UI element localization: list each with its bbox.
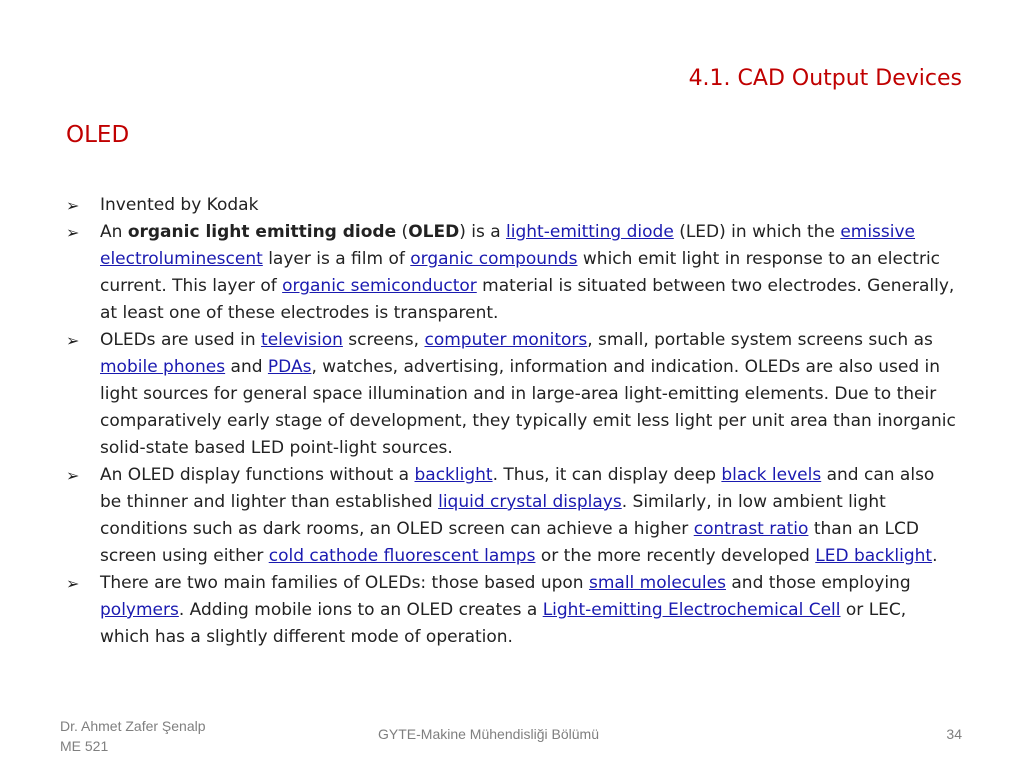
- footer-course: ME 521: [60, 738, 109, 754]
- chapter-title: 4.1. CAD Output Devices: [688, 66, 962, 91]
- wiki-link[interactable]: small molecules: [588, 573, 726, 593]
- bullet-item: [66, 219, 956, 327]
- arrow-bullet-icon: ➢: [66, 574, 80, 593]
- footer-department: GYTE-Makine Mühendisliği Bölümü: [378, 726, 599, 742]
- bold-term: organic light emitting diode: [127, 222, 397, 242]
- bullet-item: [66, 570, 956, 651]
- bullet-text: Invented by Kodak: [100, 195, 259, 215]
- bullet-text: (: [396, 222, 409, 242]
- bullet-text: ) is a: [459, 222, 507, 242]
- wiki-link[interactable]: polymers: [100, 600, 179, 620]
- footer-author-block: [60, 716, 206, 756]
- wiki-link[interactable]: emissive electroluminescent: [100, 222, 916, 269]
- wiki-link[interactable]: LED backlight: [815, 546, 933, 566]
- arrow-bullet-icon: ➢: [66, 331, 80, 350]
- arrow-bullet-icon: ➢: [66, 466, 80, 485]
- bullet-text: and can also be thinner and lighter than established: [100, 465, 935, 512]
- bullet-text: , watches, advertising, information and indication. OLEDs are also used in light sources for general space illumination and in large-area light-emitting elements. Due to their comparatively early stage of development, they typically emit less light per unit area than inorganic solid-state based LED point-light sources.: [100, 357, 956, 458]
- bold-term: OLED: [408, 222, 460, 242]
- slide-title: OLED: [66, 122, 130, 148]
- bullet-text: layer is a film of: [262, 249, 411, 269]
- bullet-text: (LED) in which the: [673, 222, 841, 242]
- wiki-link[interactable]: computer monitors: [424, 330, 588, 350]
- footer-author: Dr. Ahmet Zafer Şenalp: [60, 718, 206, 734]
- bullet-text: OLEDs are used in: [100, 330, 262, 350]
- wiki-link[interactable]: mobile phones: [100, 357, 226, 377]
- arrow-bullet-icon: ➢: [66, 196, 80, 215]
- wiki-link[interactable]: PDAs: [267, 357, 312, 377]
- bullet-text: There are two main families of OLEDs: those based upon: [100, 573, 589, 593]
- bullet-item: [66, 192, 956, 219]
- page-number: 34: [946, 726, 962, 742]
- wiki-link[interactable]: black levels: [721, 465, 822, 485]
- bullet-item: [66, 327, 956, 462]
- wiki-link[interactable]: backlight: [414, 465, 493, 485]
- bullet-text: screens,: [342, 330, 425, 350]
- wiki-link[interactable]: organic compounds: [410, 249, 578, 269]
- wiki-link[interactable]: liquid crystal displays: [438, 492, 622, 512]
- bullet-text: or LEC, which has a slightly different mode of operation.: [100, 600, 907, 647]
- bullet-text: An OLED display functions without a: [100, 465, 415, 485]
- bullet-text: .: [932, 546, 938, 566]
- bullet-text: than an LCD screen using either: [100, 519, 919, 566]
- bullet-text: An: [100, 222, 128, 242]
- wiki-link[interactable]: Light-emitting Electrochemical Cell: [542, 600, 841, 620]
- bullet-item: [66, 462, 956, 570]
- wiki-link[interactable]: cold cathode fluorescent lamps: [268, 546, 536, 566]
- wiki-link[interactable]: light-emitting diode: [506, 222, 674, 242]
- bullet-text: , small, portable system screens such as: [587, 330, 933, 350]
- wiki-link[interactable]: television: [261, 330, 343, 350]
- bullet-text: or the more recently developed: [535, 546, 816, 566]
- wiki-link[interactable]: organic semiconductor: [282, 276, 477, 296]
- bullet-text: which emit light in response to an electric current. This layer of: [100, 249, 941, 296]
- bullet-text: . Adding mobile ions to an OLED creates a: [178, 600, 543, 620]
- arrow-bullet-icon: ➢: [66, 223, 80, 242]
- bullet-text: and those employing: [725, 573, 911, 593]
- bullet-text: material is situated between two electrodes. Generally, at least one of these electrodes is transparent.: [100, 276, 955, 323]
- wiki-link[interactable]: contrast ratio: [693, 519, 809, 539]
- bullet-text: . Thus, it can display deep: [492, 465, 722, 485]
- bullet-list: [66, 192, 956, 651]
- bullet-text: . Similarly, in low ambient light conditions such as dark rooms, an OLED screen can achieve a higher: [100, 492, 886, 539]
- bullet-text: and: [225, 357, 268, 377]
